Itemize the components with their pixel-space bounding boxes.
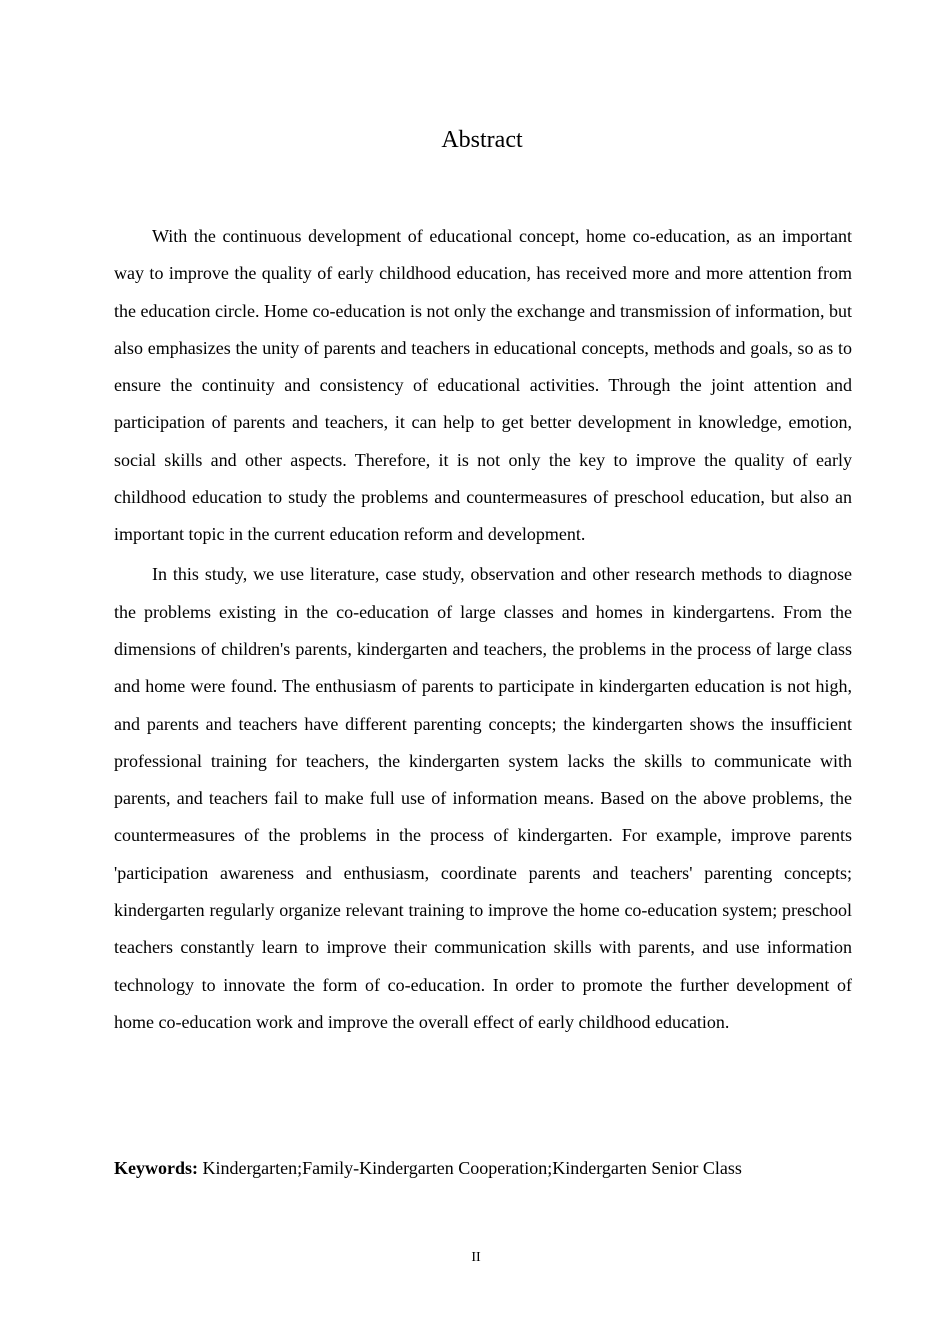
abstract-title: Abstract — [441, 127, 523, 153]
keywords-label: Keywords: — [114, 1158, 198, 1178]
abstract-paragraph-1: With the continuous development of educational concept, home co-education, as an important way to improve the quality of early childhood education, has received more and more attention from the education circle. Home co-education is not only the exchange and transmission of information, but also emphasizes the unity of parents and teachers in educational concepts, methods and goals, so as to ensure the continuity and consistency of educational activities. Through the joint attention and participation of parents and teachers, it can help to get better development in knowledge, emotion, social skills and other aspects. Therefore, it is not only the key to improve the quality of early childhood education to study the problems and countermeasures of preschool education, but also an important topic in the current education reform and development. — [114, 226, 852, 545]
page-number: II — [471, 1250, 481, 1265]
abstract-paragraph-2: In this study, we use literature, case study, observation and other research methods to diagnose the problems existing in the co-education of large classes and homes in kindergartens. From the dimensions of children's parents, kindergarten and teachers, the problems in the process of large class and home were found. The enthusiasm of parents to participate in kindergarten education is not high, and parents and teachers have different parenting concepts; the kindergarten shows the insufficient professional training for teachers, the kindergarten system lacks the skills to communicate with parents, and teachers fail to make full use of information means. Based on the above problems, the countermeasures of the problems in the process of kindergarten. For example, improve parents 'participation awareness and enthusiasm, coordinate parents and teachers' parenting concepts; kindergarten regularly organize relevant training to improve the home co-education system; preschool teachers constantly learn to improve their communication skills with parents, and use information technology to innovate the form of co-education. In order to promote the further development of home co-education work and improve the overall effect of early childhood education. — [114, 564, 852, 1032]
keywords-line — [114, 1154, 852, 1182]
abstract-body — [114, 218, 852, 1041]
keywords-text: Kindergarten;Family-Kindergarten Cooperation;Kindergarten Senior Class — [198, 1158, 742, 1178]
